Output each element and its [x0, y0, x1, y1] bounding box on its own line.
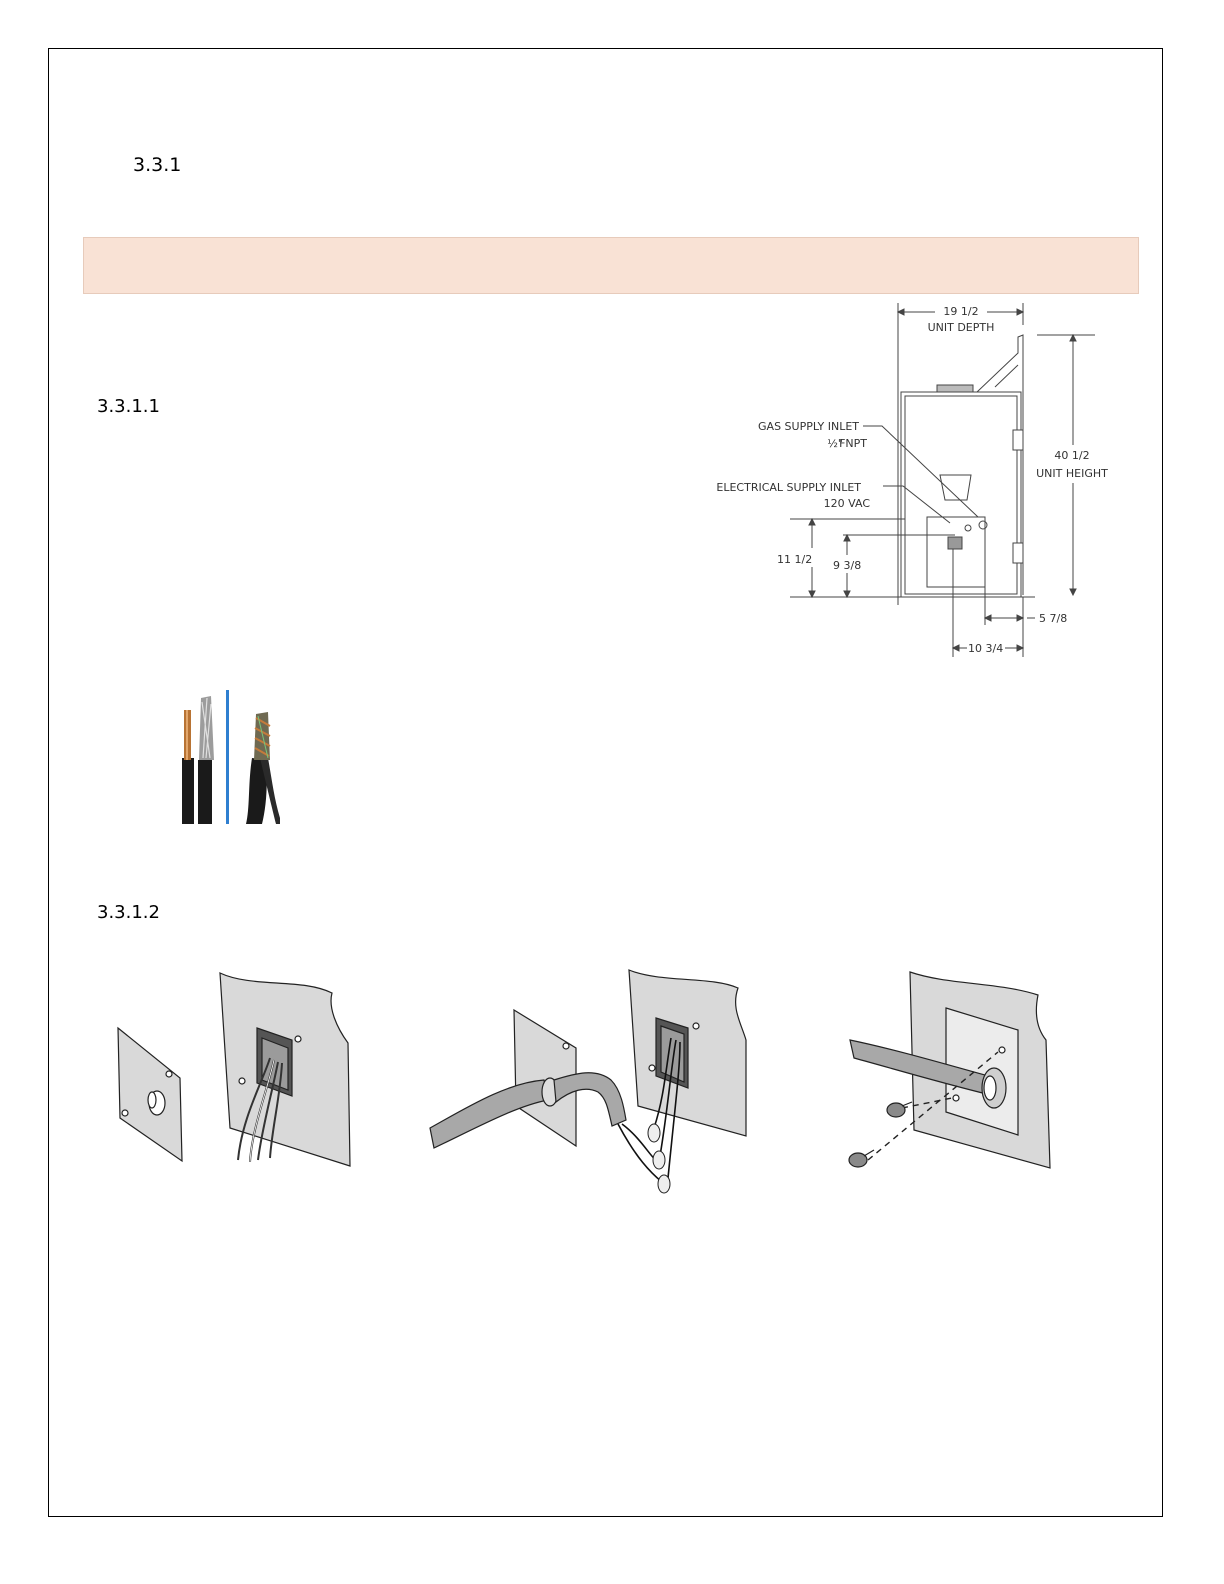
height-value: 40 1/2: [1054, 449, 1090, 462]
gas-inlet-spec: FNPT: [839, 437, 867, 450]
notice-banner: [83, 237, 1139, 294]
dim-10-3-4: 10 3/4: [968, 642, 1004, 655]
install-step-3-illustration: [838, 970, 1060, 1180]
height-label: UNIT HEIGHT: [1036, 467, 1108, 480]
gas-inlet-fraction: ½": [827, 437, 843, 450]
section-heading-3-3-1: 3.3.1: [133, 154, 182, 176]
section-heading-3-3-1-2: 3.3.1.2: [97, 902, 160, 923]
dim-9-3-8: 9 3/8: [833, 559, 862, 572]
dim-11-1-2: 11 1/2: [777, 553, 813, 566]
section-heading-3-3-1-1: 3.3.1.1: [97, 396, 160, 417]
install-step-1-illustration: [112, 968, 362, 1168]
depth-value: 19 1/2: [943, 305, 979, 318]
dim-5-7-8: 5 7/8: [1039, 612, 1068, 625]
gas-inlet-label: GAS SUPPLY INLET: [758, 420, 859, 433]
install-step-2-illustration: [426, 968, 750, 1198]
depth-label: UNIT DEPTH: [927, 321, 995, 334]
wire-stripping-photo: [176, 688, 280, 824]
electrical-inlet-spec: 120 VAC: [823, 497, 870, 510]
electrical-inlet-label: ELECTRICAL SUPPLY INLET: [716, 481, 861, 494]
unit-dimension-diagram: [715, 295, 1135, 665]
